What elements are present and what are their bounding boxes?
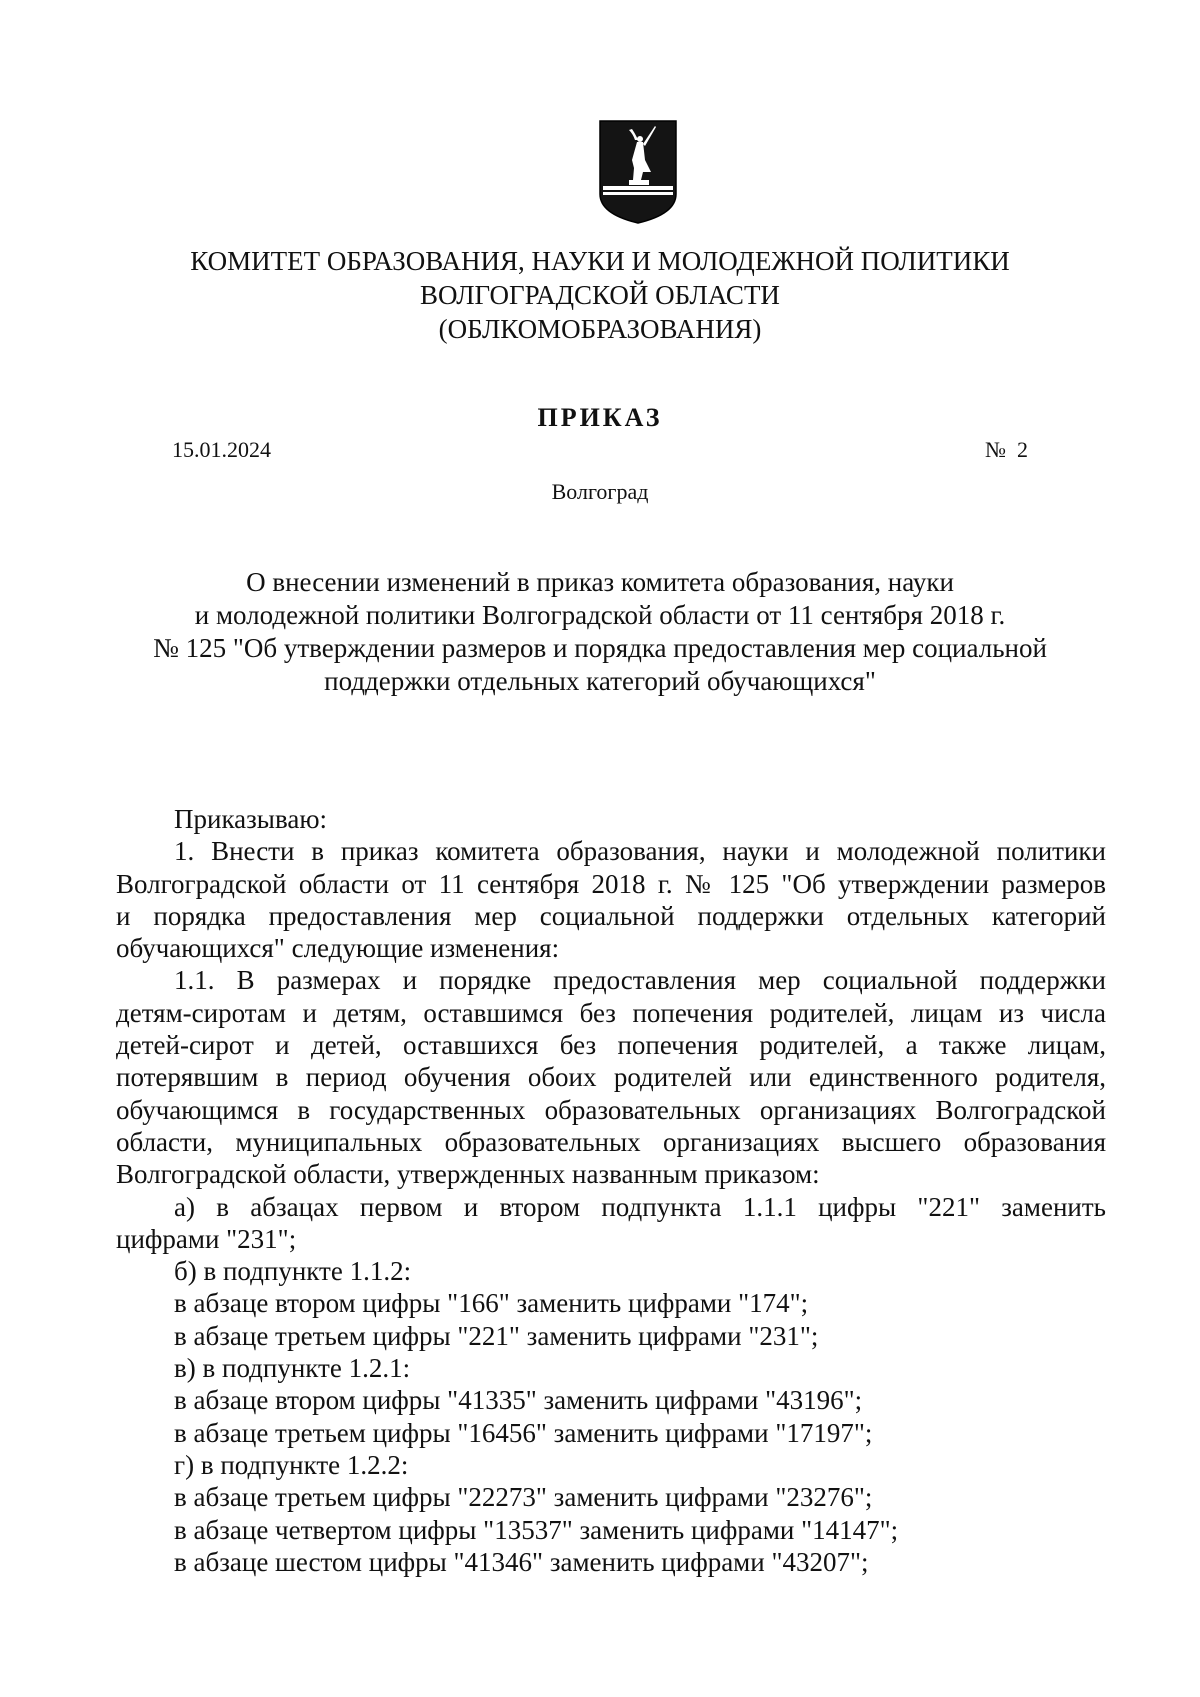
organization-name-line: ВОЛГОГРАДСКОЙ ОБЛАСТИ bbox=[420, 280, 780, 310]
body-text-line: цифрами "231"; bbox=[116, 1223, 297, 1254]
body-text-line: и порядка предоставления мер социальной поддержки отдельных категорий bbox=[116, 900, 1106, 931]
document-subject bbox=[0, 566, 1200, 698]
organization-name bbox=[0, 244, 1200, 346]
subject-line: О внесении изменений в приказ комитета образования, науки bbox=[246, 567, 954, 597]
body-text-line: в абзаце третьем цифры "22273" заменить цифрами "23276"; bbox=[174, 1482, 873, 1513]
body-text-line: потерявшим в период обучения обоих родителей или единственного родителя, bbox=[116, 1062, 1106, 1093]
body-text-line: области, муниципальных образовательных организациях высшего образования bbox=[116, 1126, 1106, 1157]
subject-line: № 125 "Об утверждении размеров и порядка предоставления мер социальной bbox=[153, 633, 1047, 663]
volgograd-coat-of-arms-icon bbox=[599, 120, 677, 224]
subject-line: и молодежной политики Волгоградской области от 11 сентября 2018 г. bbox=[194, 600, 1006, 630]
organization-name-line: КОМИТЕТ ОБРАЗОВАНИЯ, НАУКИ И МОЛОДЕЖНОЙ ПОЛИТИКИ bbox=[190, 246, 1010, 276]
body-text-line: г) в подпункте 1.2.2: bbox=[174, 1449, 409, 1480]
body-text-line: Волгоградской области, утвержденных названным приказом: bbox=[116, 1159, 820, 1190]
body-text-line: 1.1. В размерах и порядке предоставления мер социальной поддержки bbox=[174, 965, 1106, 996]
body-text-line: детей-сирот и детей, оставшихся без попечения родителей, а также лицам, bbox=[116, 1030, 1106, 1061]
body-text-line: в абзаце третьем цифры "16456" заменить цифрами "17197"; bbox=[174, 1417, 873, 1448]
body-text-line: в абзаце втором цифры "166" заменить цифрами "174"; bbox=[174, 1288, 809, 1319]
body-text-line: в абзаце шестом цифры "41346" заменить цифрами "43207"; bbox=[174, 1546, 869, 1577]
body-text-line: Волгоградской области от 11 сентября 2018 г. № 125 "Об утверждении размеров bbox=[116, 868, 1106, 899]
body-text-line: б) в подпункте 1.1.2: bbox=[174, 1256, 412, 1287]
organization-name-line: (ОБЛКОМОБРАЗОВАНИЯ) bbox=[438, 314, 762, 344]
body-text-line: Приказываю: bbox=[174, 804, 327, 834]
body-text-line: обучающимся в государственных образовательных организациях Волгоградской bbox=[116, 1094, 1106, 1125]
body-text-line: обучающихся" следующие изменения: bbox=[116, 933, 560, 964]
body-text-line: в абзаце третьем цифры "221" заменить цифрами "231"; bbox=[174, 1320, 819, 1351]
body-text-line: в абзаце четвертом цифры "13537" заменить цифрами "14147"; bbox=[174, 1514, 899, 1545]
body-text-line: в абзаце втором цифры "41335" заменить цифрами "43196"; bbox=[174, 1385, 863, 1416]
body-text-line: 1. Внести в приказ комитета образования, науки и молодежной политики bbox=[174, 836, 1106, 867]
document-body bbox=[116, 803, 1106, 1578]
body-text-line: детям-сиротам и детям, оставшимся без попечения родителей, лицам из числа bbox=[116, 997, 1106, 1028]
body-text-line: в) в подпункте 1.2.1: bbox=[174, 1353, 411, 1384]
subject-line: поддержки отдельных категорий обучающихся" bbox=[324, 666, 876, 696]
document-city: Волгоград bbox=[551, 479, 649, 504]
document-date: 15.01.2024 bbox=[172, 437, 271, 462]
document-number: № 2 bbox=[985, 437, 1028, 462]
document-type: ПРИКАЗ bbox=[537, 403, 663, 432]
body-text-line: а) в абзацах первом и втором подпункта 1.1.1 цифры "221" заменить bbox=[174, 1191, 1106, 1222]
